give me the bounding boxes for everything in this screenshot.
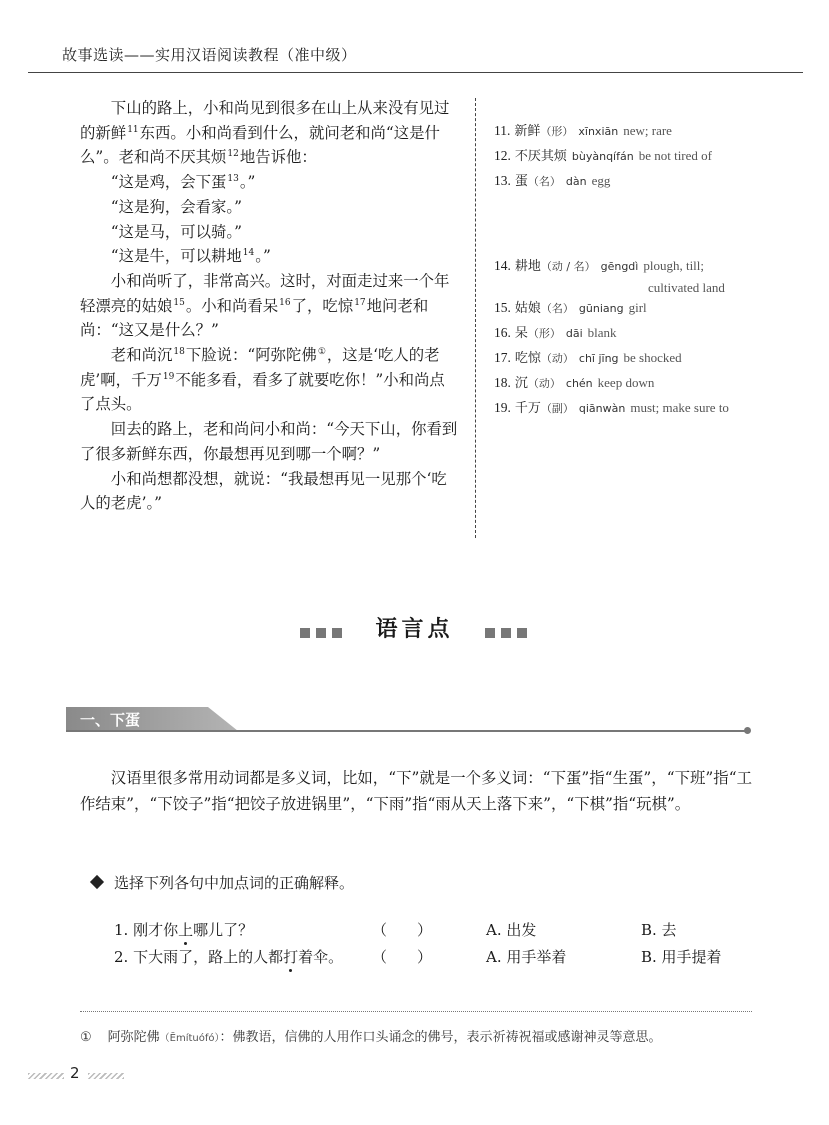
footnote-pinyin: （Ēmítuófó）	[159, 1033, 220, 1044]
glossary-english: plough, till;	[643, 258, 705, 273]
glossary-english: be not tired of	[638, 148, 712, 163]
question-text: 2. 下大雨了，路上的人都	[114, 948, 284, 966]
story-text-run: 。小和尚看呆	[185, 296, 279, 315]
footnote-ref: 11	[127, 124, 139, 135]
story-text-run: “这是狗，会看家。”	[110, 197, 242, 216]
glossary-english: girl	[628, 300, 647, 315]
glossary-number: 11.	[494, 123, 511, 138]
story-paragraph	[80, 343, 460, 417]
story-text-run: 老和尚沉	[110, 346, 173, 365]
story-text-run: 小和尚想都没想，就说：“我最想再见一见那个‘吃人的老虎’。”	[80, 469, 447, 513]
glossary-word: 吃惊	[514, 351, 541, 366]
glossary-pinyin: xīnxiān	[578, 125, 619, 138]
glossary-english: egg	[591, 173, 611, 188]
story-paragraph	[80, 467, 460, 516]
story-text-run: 。”	[255, 247, 271, 266]
glossary-word: 千万	[514, 401, 541, 416]
glossary-pinyin: chī jīng	[578, 352, 619, 365]
question-text: 1. 刚才你	[114, 921, 179, 939]
glossary-number: 17.	[494, 350, 511, 365]
footnote-text: ：佛教语，信佛的人用作口头诵念的佛号，表示祈祷祝福或感谢神灵等意思。	[219, 1030, 662, 1045]
footnote	[80, 1026, 662, 1045]
instruction-text: 选择下列各句中加点词的正确解释。	[114, 874, 355, 892]
glossary-pinyin: bùyànqífán	[571, 150, 634, 163]
story-text-run: 小和尚听了，非常高兴。这时，对面走过来一个年轻漂亮的姑娘	[80, 271, 450, 315]
story-text-run: 下山的路上，小和尚见到很多在山上从来没有见过的新鲜	[80, 99, 450, 142]
glossary-word: 沉	[514, 376, 528, 391]
story-text-run: “这是鸡，会下蛋	[110, 173, 227, 192]
story-text-run: 不能多看，看多了就要吃你！”小和尚点了点头。	[80, 370, 445, 414]
story-paragraph	[80, 220, 460, 245]
glossary-word: 不厌其烦	[514, 149, 567, 164]
exercise-question	[114, 946, 343, 967]
option-b[interactable]: B. 用手提着	[641, 948, 722, 966]
glossary-word: 姑娘	[514, 301, 541, 316]
footnote-ref: ①	[317, 347, 326, 358]
glossary-word: 耕地	[514, 259, 541, 274]
glossary-pinyin: gēngdì	[600, 260, 639, 273]
glossary-entry	[494, 255, 704, 274]
glossary-entry	[494, 322, 617, 341]
question-text: 哪儿了？	[193, 921, 254, 939]
glossary-pos: （动 / 名）	[540, 260, 596, 273]
glossary-english: keep down	[597, 375, 655, 390]
glossary-pos: （形）	[527, 327, 561, 340]
story-text-run: “这是牛，可以耕地	[110, 247, 242, 266]
option-a[interactable]: A. 用手举着	[486, 948, 567, 966]
glossary-english: must; make sure to	[630, 400, 729, 415]
header-rule	[28, 72, 803, 73]
footnote-ref: 18	[173, 347, 185, 358]
glossary-entry	[494, 347, 682, 366]
glossary-pinyin: gūniang	[578, 302, 624, 315]
glossary-english-continued: cultivated land	[648, 280, 725, 295]
glossary-number: 12.	[494, 148, 511, 163]
point-rule-dot	[744, 727, 751, 734]
footnote-ref: 15	[173, 297, 185, 308]
story-text-run: 了，吃惊	[291, 296, 354, 315]
glossary-word: 蛋	[514, 174, 528, 189]
story-text-run: 回去的路上，老和尚问小和尚：“今天下山，你看到了很多新鲜东西，你最想再见到哪一个啊？”	[80, 420, 458, 463]
glossary-number: 14.	[494, 258, 511, 273]
column-divider	[475, 98, 476, 538]
footnote-ref: 16	[279, 297, 291, 308]
glossary-word: 新鲜	[514, 124, 541, 139]
glossary-entry	[494, 397, 729, 416]
section-title: 语言点	[375, 617, 454, 642]
story-text-run: “这是马，可以骑。”	[110, 222, 242, 241]
footnote-ref: 14	[242, 248, 255, 259]
footnote-mark: ①	[80, 1030, 92, 1045]
glossary-pinyin: chén	[565, 377, 593, 390]
glossary-number: 19.	[494, 400, 511, 415]
story-text	[80, 96, 460, 516]
glossary-number: 18.	[494, 375, 511, 390]
footnote-ref: 19	[162, 371, 175, 382]
glossary-english: be shocked	[623, 350, 682, 365]
story-paragraph	[80, 195, 460, 220]
question-text: 着伞。	[298, 948, 344, 966]
glossary-pos: （名）	[540, 302, 574, 315]
answer-blank[interactable]: （ ）	[372, 948, 433, 966]
glossary-english: new; rare	[623, 123, 672, 138]
explanation-paragraph: 汉语里很多常用动词都是多义词，比如，“下”就是一个多义词：“下蛋”指“生蛋”，“下班”指“工作结束”，“下饺子”指“把饺子放进锅里”，“下雨”指“雨从天上落下来”，“下棋”指“玩棋”。	[80, 769, 752, 813]
footnote-term: 阿弥陀佛	[107, 1030, 160, 1045]
page-number: 2	[70, 1064, 80, 1082]
glossary-entry	[494, 372, 654, 391]
dotted-word: 打	[283, 948, 299, 966]
glossary-english: blank	[587, 325, 617, 340]
page-stripe-left	[28, 1073, 64, 1079]
glossary-number: 13.	[494, 173, 511, 188]
story-text-run: 东西。小和尚看到什么，就问老和尚“这是什么”。老和尚不厌其烦	[80, 123, 440, 167]
section-ornament-right	[482, 624, 530, 643]
story-text-run: 地问老和尚：“这又是什么？”	[80, 296, 429, 340]
point-label: 一、下蛋	[80, 711, 141, 729]
answer-blank[interactable]: （ ）	[372, 921, 433, 939]
glossary-number: 15.	[494, 300, 511, 315]
story-text-run: 。”	[239, 173, 256, 192]
exercise-instruction	[92, 872, 354, 893]
glossary-pos: （名）	[527, 175, 561, 188]
story-paragraph	[80, 417, 460, 466]
glossary-entry	[494, 120, 672, 139]
glossary-pinyin: qiānwàn	[578, 402, 626, 415]
glossary-entry	[494, 145, 712, 164]
glossary-entry	[494, 297, 647, 316]
exercise-question	[114, 919, 253, 940]
glossary-pinyin: dāi	[565, 327, 583, 340]
option-b[interactable]: B. 去	[641, 921, 677, 939]
page-stripe-right	[88, 1073, 124, 1079]
running-header: 故事选读——实用汉语阅读教程（准中级）	[62, 46, 357, 64]
glossary-number: 16.	[494, 325, 511, 340]
story-text-run: 地告诉他：	[239, 148, 317, 167]
story-paragraph	[80, 170, 460, 195]
story-paragraph	[80, 96, 460, 170]
glossary-pos: （副）	[540, 402, 574, 415]
glossary-word: 呆	[514, 326, 528, 341]
point-rule	[66, 730, 746, 732]
option-a[interactable]: A. 出发	[486, 921, 537, 939]
glossary-pinyin: dàn	[565, 175, 587, 188]
footnote-ref: 12	[227, 149, 239, 160]
story-paragraph	[80, 244, 460, 269]
story-text-run: 下脸说：“阿弥陀佛	[185, 346, 317, 365]
story-text-run: ，这是‘吃人的老虎’啊，千万	[80, 346, 440, 389]
footnote-ref: 17	[354, 297, 366, 308]
story-paragraph	[80, 269, 460, 343]
glossary-pos: （动）	[540, 352, 574, 365]
glossary-pos: （动）	[527, 377, 561, 390]
dotted-word: 上	[178, 921, 194, 939]
footnote-ref: 13	[227, 174, 239, 185]
footnote-rule	[80, 1011, 752, 1012]
diamond-bullet-icon	[90, 875, 104, 889]
glossary-entry	[494, 170, 610, 189]
glossary-pos: （形）	[540, 125, 574, 138]
